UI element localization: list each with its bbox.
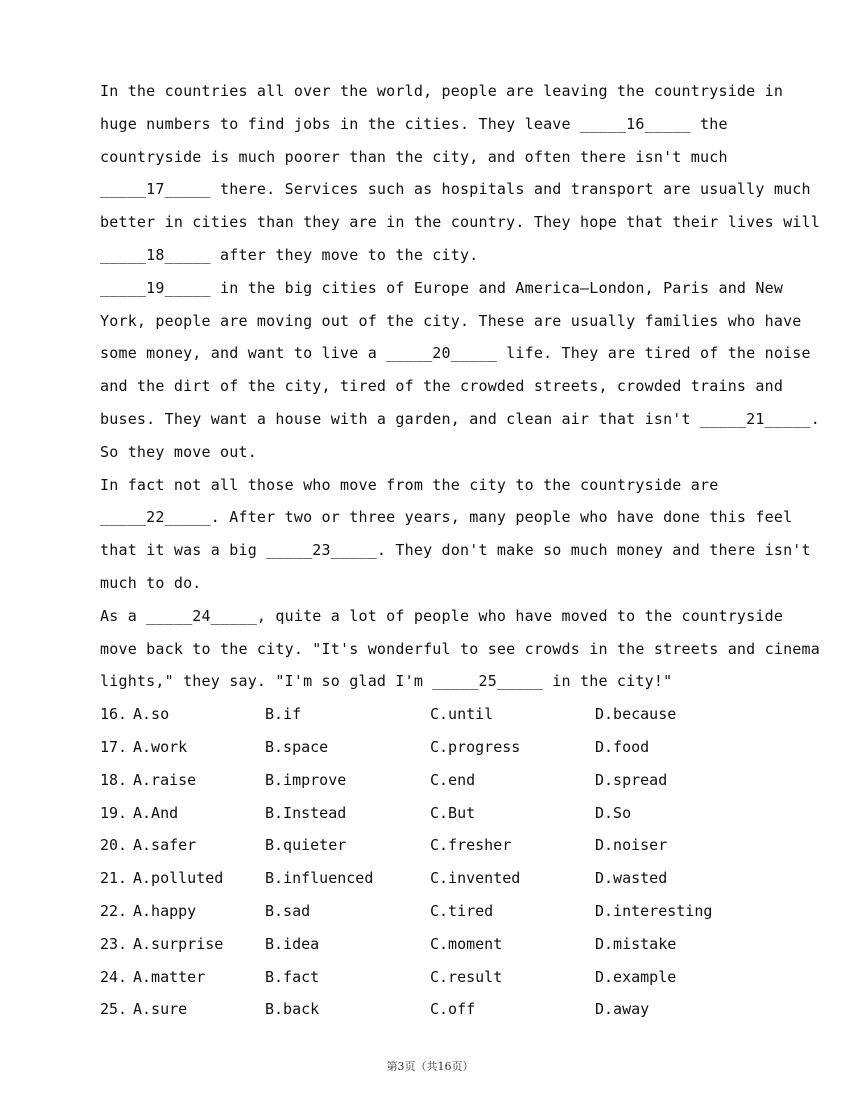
question-number: 20. [100, 836, 128, 855]
option-d: D.wasted [595, 869, 668, 888]
question-number: 16. [100, 705, 128, 724]
question-row [100, 797, 780, 830]
question-number: 17. [100, 737, 128, 756]
option-b: B.quieter [265, 836, 347, 855]
document-page [100, 75, 820, 1026]
option-d: D.spread [595, 770, 668, 789]
question-number: 24. [100, 967, 128, 986]
passage-line: move back to the city. "It's wonderful to see crowds in the streets and cinema [100, 639, 820, 658]
option-c: C.progress [430, 737, 521, 756]
option-a: A.polluted [133, 869, 224, 888]
option-c: C.moment [430, 934, 503, 953]
option-c: C.But [430, 803, 476, 822]
passage-line: In the countries all over the world, people are leaving the countryside in [100, 82, 784, 100]
option-a: A.surprise [133, 934, 224, 953]
question-number: 22. [100, 901, 128, 920]
passage-line: So they move out. [100, 442, 257, 461]
option-a: A.safer [133, 836, 197, 855]
option-b: B.back [265, 1000, 320, 1019]
option-b: B.sad [265, 901, 311, 920]
passage-line: _____18_____ after they move to the city. [100, 245, 479, 264]
option-d: D.interesting [595, 901, 713, 920]
question-row [100, 895, 780, 928]
option-a: A.matter [133, 967, 206, 986]
passage-line: much to do. [100, 573, 202, 592]
passage-line: that it was a big _____23_____. They don't make so much money and there isn't [100, 541, 811, 560]
question-number: 18. [100, 770, 128, 789]
option-c: C.result [430, 967, 503, 986]
option-d: D.example [595, 967, 677, 986]
passage-line: _____22_____. After two or three years, many people who have done this feel [100, 508, 793, 527]
passage-line: _____19_____ in the big cities of Europe and America—London, Paris and New [100, 278, 784, 297]
option-c: C.invented [430, 869, 521, 888]
option-b: B.if [265, 705, 302, 724]
question-number: 23. [100, 934, 128, 953]
option-c: C.off [430, 1000, 476, 1019]
option-a: A.work [133, 737, 188, 756]
option-c: C.until [430, 705, 494, 724]
option-b: B.space [265, 737, 329, 756]
passage-line: lights," they say. "I'm so glad I'm _____25_____ in the city!" [100, 672, 673, 691]
passage [100, 75, 820, 698]
passage-line: buses. They want a house with a garden, and clean air that isn't _____21_____. [100, 409, 820, 428]
question-row [100, 961, 780, 994]
option-c: C.tired [430, 901, 494, 920]
option-d: D.because [595, 705, 677, 724]
option-b: B.improve [265, 770, 347, 789]
passage-line: _____17_____ there. Services such as hospitals and transport are usually much [100, 180, 811, 199]
option-b: B.influenced [265, 869, 374, 888]
option-c: C.end [430, 770, 476, 789]
question-number: 19. [100, 803, 128, 822]
question-options [100, 698, 780, 1026]
option-b: B.fact [265, 967, 320, 986]
question-row [100, 698, 780, 731]
passage-line: huge numbers to find jobs in the cities. They leave _____16_____ the [100, 114, 728, 133]
question-number: 21. [100, 869, 128, 888]
option-a: A.sure [133, 1000, 188, 1019]
option-b: B.Instead [265, 803, 347, 822]
passage-line: York, people are moving out of the city. These are usually families who have [100, 311, 802, 330]
option-d: D.So [595, 803, 632, 822]
question-row [100, 993, 780, 1026]
passage-line: better in cities than they are in the country. They hope that their lives will [100, 213, 820, 232]
option-d: D.food [595, 737, 650, 756]
question-row [100, 731, 780, 764]
question-row [100, 862, 780, 895]
page-footer: 第3页（共16页） [386, 1060, 474, 1073]
passage-line: countryside is much poorer than the city, and often there isn't much [100, 147, 728, 166]
option-a: A.raise [133, 770, 197, 789]
question-row [100, 928, 780, 961]
passage-line: As a _____24_____, quite a lot of people who have moved to the countryside [100, 606, 784, 625]
passage-line: and the dirt of the city, tired of the crowded streets, crowded trains and [100, 377, 784, 396]
option-b: B.idea [265, 934, 320, 953]
option-a: A.happy [133, 901, 197, 920]
question-row [100, 764, 780, 797]
option-d: D.away [595, 1000, 650, 1019]
option-d: D.mistake [595, 934, 677, 953]
passage-line: In fact not all those who move from the city to the countryside are [100, 475, 719, 494]
option-d: D.noiser [595, 836, 668, 855]
passage-line: some money, and want to live a _____20_____ life. They are tired of the noise [100, 344, 811, 363]
question-row [100, 829, 780, 862]
option-a: A.so [133, 705, 170, 724]
option-a: A.And [133, 803, 179, 822]
question-number: 25. [100, 1000, 128, 1019]
option-c: C.fresher [430, 836, 512, 855]
